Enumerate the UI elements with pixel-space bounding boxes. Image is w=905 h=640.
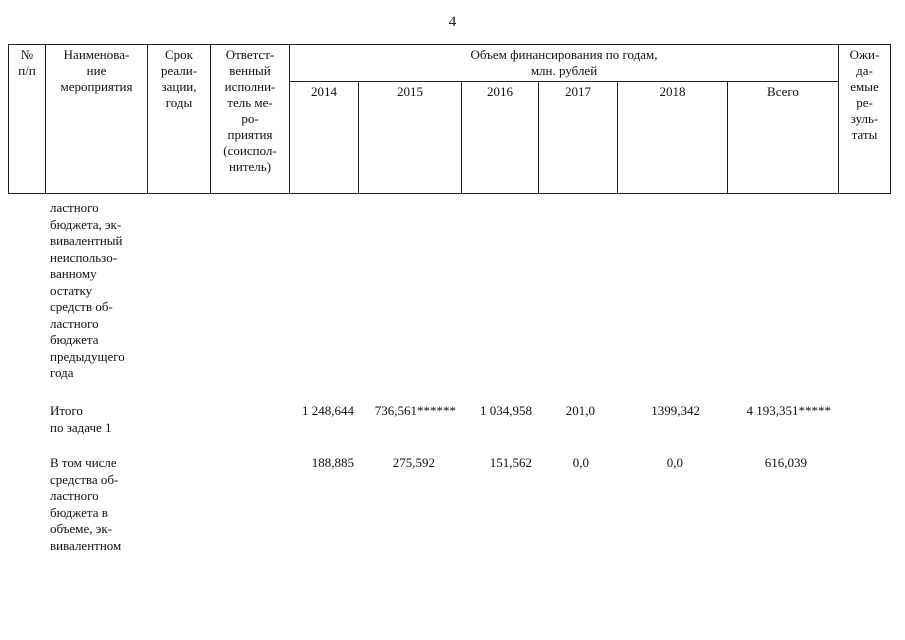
page-number: 4 <box>448 14 457 30</box>
header-year-2016: 2016 <box>487 84 513 99</box>
header-year-2018: 2018 <box>659 84 686 99</box>
header-total: Всего <box>767 84 799 99</box>
financing-divider <box>289 81 838 82</box>
header-top-border <box>8 44 891 45</box>
value-2017: 0,0 <box>572 455 589 470</box>
value-total: 616,039 <box>764 455 807 470</box>
header-year-2015: 2015 <box>397 84 423 99</box>
header-term: Срок реали- зации, годы <box>160 47 198 110</box>
value-2018: 1399,342 <box>651 403 700 418</box>
value-2014: 188,885 <box>311 455 354 470</box>
header-bottom-border <box>8 193 891 194</box>
header-financing: Объем финансирования по годам, млн. рублей <box>470 47 658 78</box>
header-year-2017: 2017 <box>565 84 591 99</box>
value-2015: 275,592 <box>392 455 435 470</box>
continuation-text: ластного бюджета, эк- вивалентный неиспользо- ванному остатку средств об- ластного бюджета предыдущего года <box>50 200 125 380</box>
header-results: Ожи- да- емые ре- зуль- таты <box>849 47 880 142</box>
col-line-11 <box>890 44 891 194</box>
value-2017: 201,0 <box>565 403 595 418</box>
value-2014: 1 248,644 <box>302 403 354 418</box>
row-label: В том числе средства об- ластного бюджета в объеме, эк- вивалентном <box>50 455 122 553</box>
header-executor: Ответст- венный исполни- тель ме- ро- приятия (соиспол- нитель) <box>223 47 277 174</box>
value-2018: 0,0 <box>666 455 683 470</box>
header-num: № п/п <box>18 47 36 78</box>
row-label: Итого по задаче 1 <box>50 403 112 435</box>
value-total: 4 193,351***** <box>746 403 831 418</box>
value-2016: 151,562 <box>489 455 532 470</box>
value-2015: 736,561****** <box>374 403 456 418</box>
value-2016: 1 034,958 <box>480 403 532 418</box>
header-name: Наименова- ние мероприятия <box>60 47 133 94</box>
header-year-2014: 2014 <box>311 84 337 99</box>
